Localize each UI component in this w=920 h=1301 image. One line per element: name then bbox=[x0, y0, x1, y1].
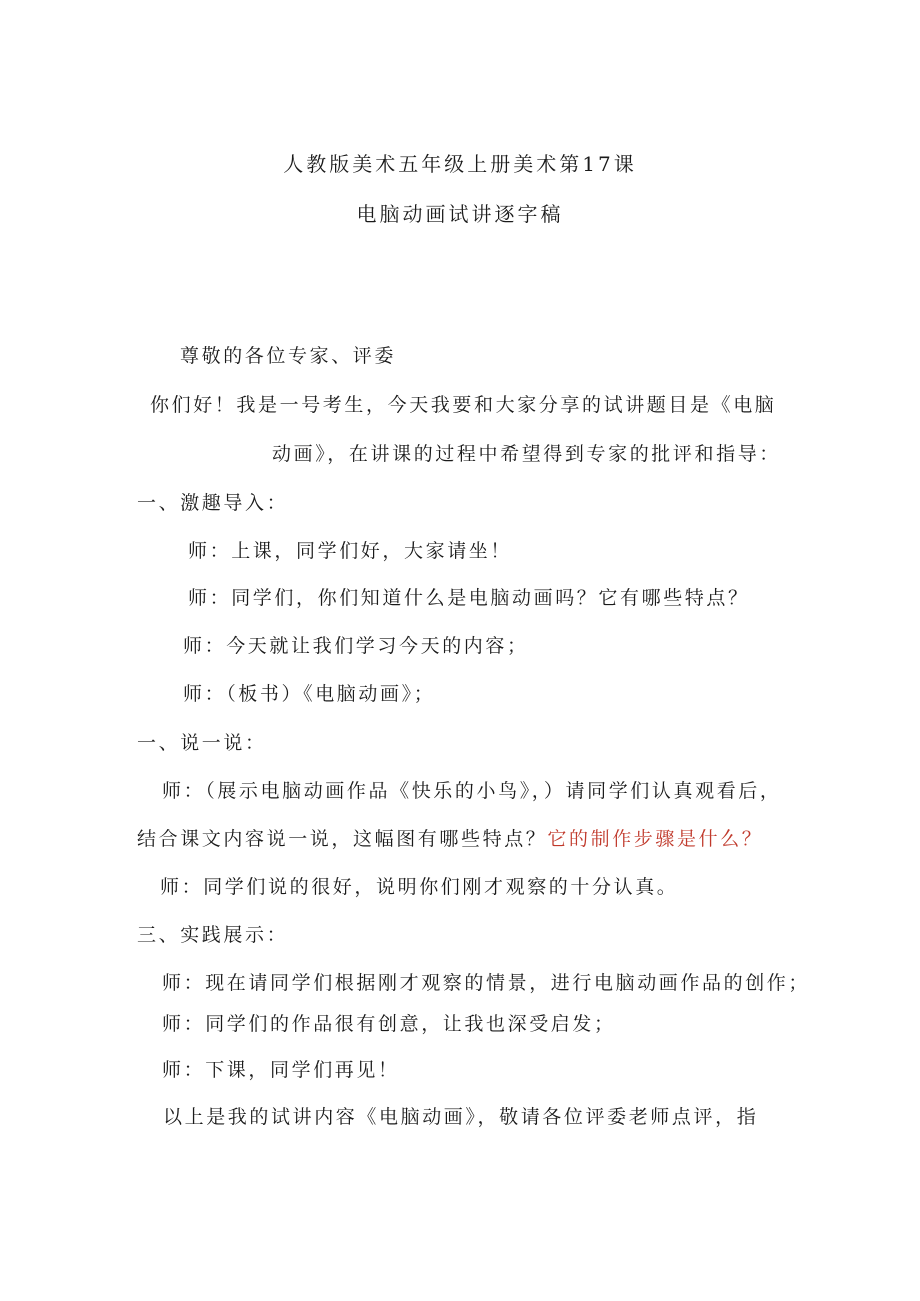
highlighted-question: 它的制作步骤是什么？ bbox=[547, 828, 764, 850]
section-2-line-2 bbox=[137, 826, 763, 852]
section-2-heading: 一、说一说： bbox=[137, 732, 267, 754]
intro-line-2: 动画》，在讲课的过程中希望得到专家的批评和指导： bbox=[272, 443, 781, 465]
document-title: 人教版美术五年级上册美术第17课 bbox=[283, 152, 637, 176]
section-3-line: 师：同学们的作品很有创意，让我也深受启发； bbox=[162, 1013, 616, 1035]
section-3-heading: 三、实践展示： bbox=[137, 924, 289, 946]
document-subtitle: 电脑动画试讲逐字稿 bbox=[356, 202, 564, 226]
section-1-line: 师：上课，同学们好，大家请坐！ bbox=[188, 540, 513, 562]
section-3-line: 师：下课，同学们再见！ bbox=[162, 1059, 400, 1081]
greeting-line: 尊敬的各位专家、评委 bbox=[180, 345, 397, 367]
section-1-line: 师：（板书）《电脑动画》； bbox=[183, 683, 436, 705]
intro-line-1: 你们好！我是一号考生，今天我要和大家分享的试讲题目是《电脑 bbox=[150, 394, 777, 416]
section-3-line: 师：现在请同学们根据刚才观察的情景，进行电脑动画作品的创作； bbox=[162, 972, 811, 994]
section-2-line-2-text: 结合课文内容说一说，这幅图有哪些特点？ bbox=[137, 828, 548, 850]
section-1-line: 师：今天就让我们学习今天的内容； bbox=[183, 635, 529, 657]
section-1-heading: 一、激趣导入： bbox=[137, 492, 289, 514]
section-2-line-3: 师：同学们说的很好，说明你们刚才观察的十分认真。 bbox=[160, 876, 679, 898]
closing-line: 以上是我的试讲内容《电脑动画》，敬请各位评委老师点评，指 bbox=[163, 1106, 759, 1128]
section-1-line: 师：同学们，你们知道什么是电脑动画吗？它有哪些特点？ bbox=[188, 587, 750, 609]
section-2-line-1: 师：（展示电脑动画作品《快乐的小鸟》，）请同学们认真观看后， bbox=[162, 780, 782, 802]
